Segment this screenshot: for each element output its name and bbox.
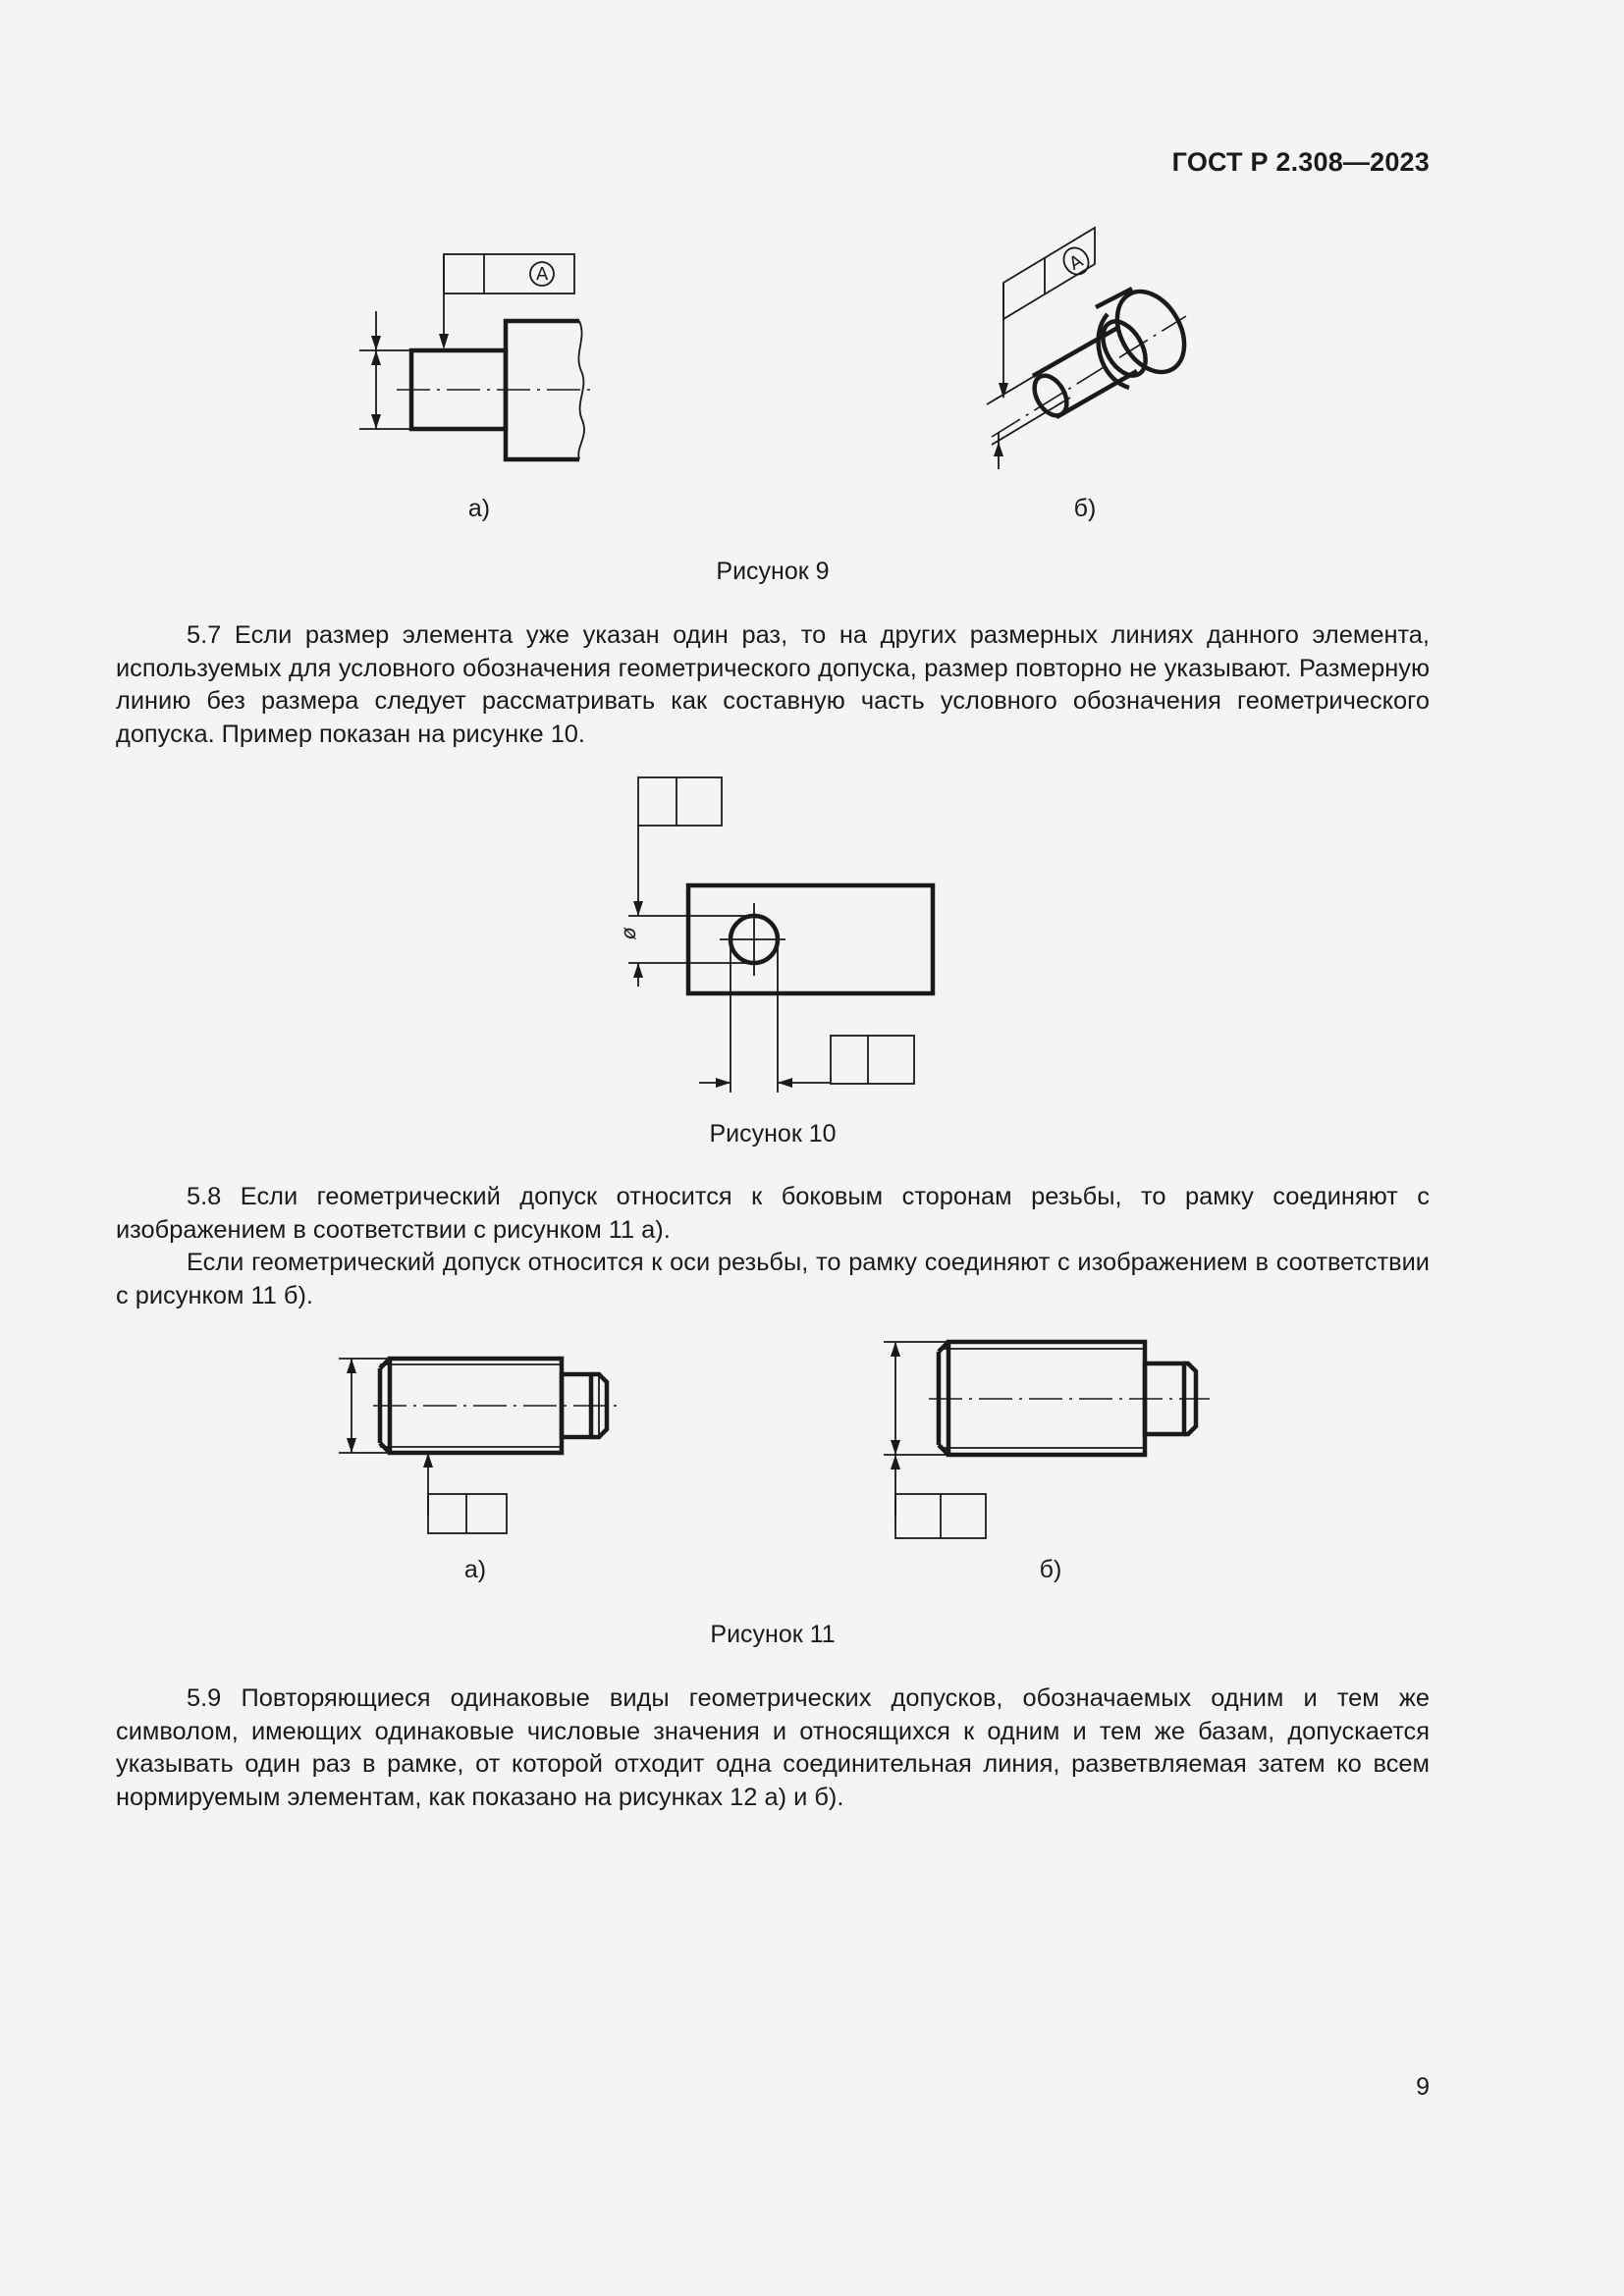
figure-9a-drawing bbox=[353, 245, 609, 471]
page-number: 9 bbox=[1416, 2073, 1430, 2101]
section-5-8-text-2: Если геометрический допуск относится к оси резьбы, то рамку соединяют с изображением в соответствии с рисунком 11 б). bbox=[116, 1249, 1430, 1309]
figure-9b-drawing bbox=[977, 226, 1203, 476]
tolerance-frame bbox=[428, 1494, 507, 1533]
datum-letter: A bbox=[536, 264, 549, 285]
section-5-7-text: 5.7 Если размер элемента уже указан один раз, то на других размерных линиях данного элемента, используемых для условного обозначения геометрического допуска, размер повторно не указывают. Размерную линию без размера следует рассматривать как составную часть условного обозначения геометрического допуска. Пример показан на рисунке 10. bbox=[116, 621, 1430, 748]
datum-letter: A bbox=[1065, 250, 1087, 275]
figure-9-caption: Рисунок 9 bbox=[716, 558, 830, 585]
figure-11b-label: б) bbox=[1039, 1556, 1062, 1583]
diameter-symbol: ø bbox=[617, 927, 640, 939]
figure-10-caption: Рисунок 10 bbox=[709, 1120, 837, 1148]
tolerance-frame-top bbox=[638, 777, 722, 826]
document-header: ГОСТ Р 2.308—2023 bbox=[1171, 147, 1430, 177]
section-5-8 bbox=[116, 1181, 1430, 1312]
tolerance-frame bbox=[444, 254, 574, 294]
section-5-9 bbox=[116, 1682, 1430, 1814]
figure-11b-drawing bbox=[879, 1335, 1222, 1541]
figure-11a-label: а) bbox=[463, 1556, 487, 1583]
figure-11-caption: Рисунок 11 bbox=[710, 1621, 836, 1648]
section-5-9-text: 5.9 Повторяющиеся одинаковые виды геометрических допусков, обозначаемых одним и тем же символом, имеющих одинаковые числовые значения и относящихся к одним и тем же базам, допускается указывать один раз в рамке, от которой отходит одна соединительная линия, разветвляемая затем ко всем нормируемым элементам, как показано на рисунках 12 а) и б). bbox=[116, 1684, 1430, 1811]
figure-10-drawing bbox=[589, 771, 952, 1095]
figure-11a-drawing bbox=[334, 1345, 628, 1541]
figure-9a-label: а) bbox=[467, 495, 491, 522]
tolerance-frame-bottom bbox=[831, 1036, 914, 1084]
section-5-7 bbox=[116, 619, 1430, 751]
section-5-8-text-1: 5.8 Если геометрический допуск относится к боковым сторонам резьбы, то рамку соединяют с изображением в соответствии с рисунком 11 а). bbox=[116, 1183, 1430, 1244]
figure-9b-label: б) bbox=[1073, 495, 1097, 522]
